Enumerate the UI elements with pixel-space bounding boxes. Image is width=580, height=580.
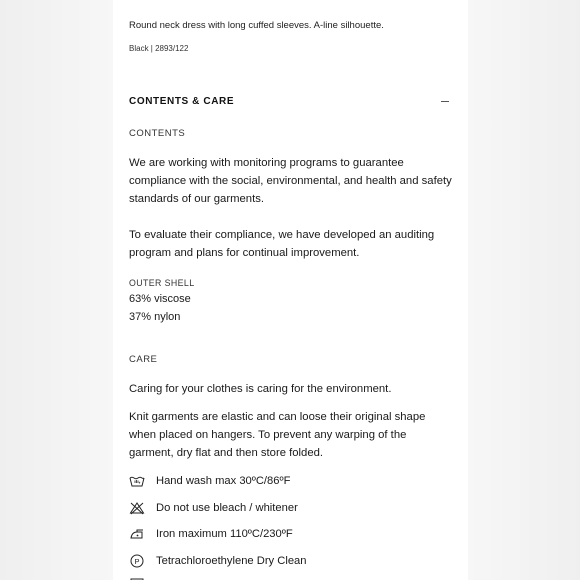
care-instruction-text: Iron maximum 110ºC/230ºF: [156, 528, 293, 540]
text-line: compliance with the social, environmental, and health and safety: [129, 175, 452, 187]
svg-text:P: P: [134, 556, 140, 566]
no-bleach-icon: [129, 500, 145, 516]
product-description: Round neck dress with long cuffed sleeves. A-line silhouette.: [129, 20, 384, 31]
care-instruction-text: Do not use bleach / whitener: [156, 502, 298, 514]
text-line: Knit garments are elastic and can loose their original shape: [129, 411, 426, 423]
care-instruction-text: Tetrachloroethylene Dry Clean: [156, 555, 307, 567]
section-title: CONTENTS & CARE: [129, 95, 235, 107]
iron-icon: [129, 526, 145, 542]
text-line: To evaluate their compliance, we have developed an auditing: [129, 229, 435, 241]
outer-shell-label: OUTER SHELL: [129, 278, 195, 288]
care-instruction-hand-wash: [129, 472, 290, 490]
background-right: [468, 0, 580, 580]
dry-clean-icon: [129, 553, 145, 569]
care-label: CARE: [129, 354, 158, 365]
text-line: when placed on hangers. To prevent any warping of the: [129, 429, 407, 441]
text-line: program and plans for continual improvement.: [129, 247, 360, 259]
care-instruction-text: Hand wash max 30ºC/86ºF: [156, 475, 291, 487]
minus-icon[interactable]: [441, 101, 449, 102]
care-instruction-iron: [129, 525, 293, 543]
composition-item: 63% viscose: [129, 293, 191, 305]
text-line: garment, dry flat and then store folded.: [129, 447, 324, 459]
hand-wash-icon: [129, 473, 145, 489]
contents-paragraph-2: [129, 226, 454, 262]
text-line: standards of our garments.: [129, 193, 265, 205]
care-instruction-no-bleach: [129, 499, 298, 517]
text-line: We are working with monitoring programs to guarantee: [129, 157, 404, 169]
background-left: [0, 0, 113, 580]
care-instruction-dry-clean: [129, 552, 306, 570]
care-intro: [129, 380, 454, 398]
composition-item: 37% nylon: [129, 311, 181, 323]
product-info-panel: [113, 0, 468, 580]
product-color-reference: Black | 2893/122: [129, 44, 189, 53]
text-line: Caring for your clothes is caring for the environment.: [129, 383, 392, 395]
contents-paragraph-1: [129, 154, 454, 208]
composition-list: [129, 290, 191, 326]
contents-label: CONTENTS: [129, 128, 186, 139]
care-instruction-partial: [129, 576, 156, 580]
knit-care-paragraph: [129, 408, 454, 462]
contents-care-accordion-header[interactable]: [129, 93, 451, 109]
